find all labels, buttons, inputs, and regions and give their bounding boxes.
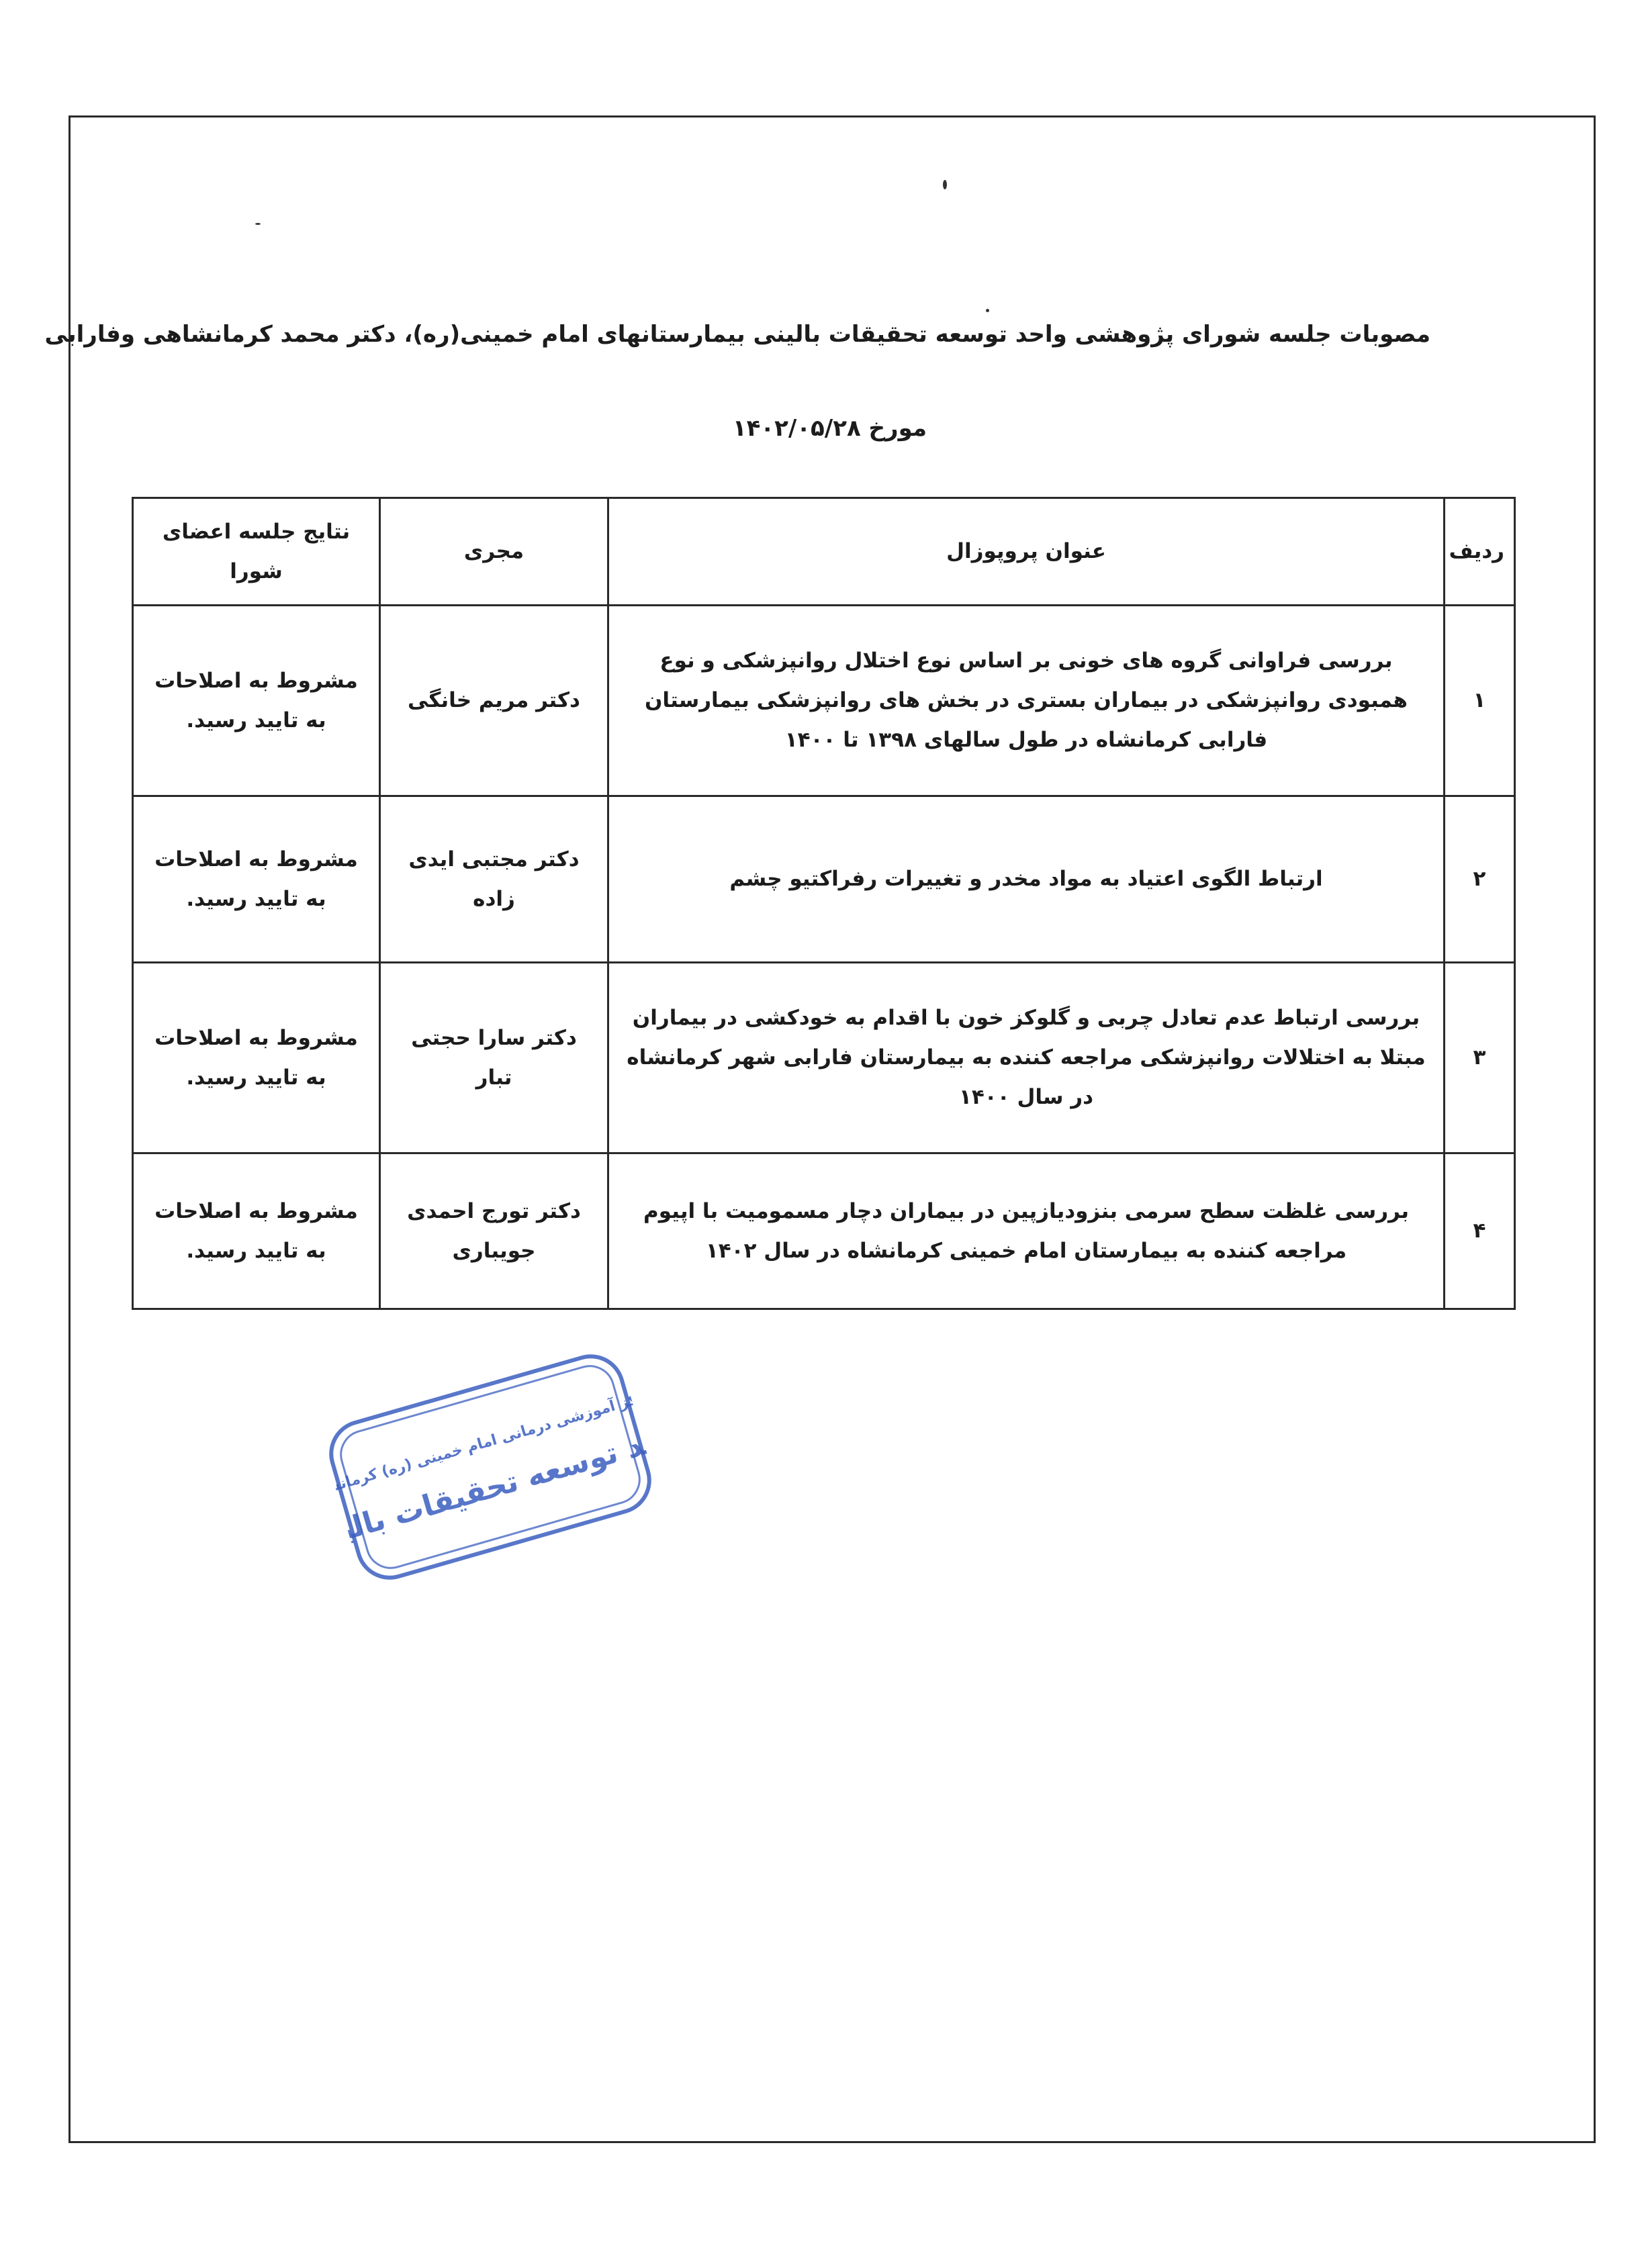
executor: دکتر سارا حجتی تبار xyxy=(380,963,608,1153)
document-title: مصوبات جلسه شورای پژوهشی واحد توسعه تحقیقات بالینی بیمارستانهای امام خمینی(ره)، دکتر محمد کرمانشاهی وفارابی xyxy=(44,321,1430,348)
table-row xyxy=(133,796,1515,963)
row-number: ۱ xyxy=(1445,606,1515,796)
executor: دکتر مریم خانگی xyxy=(380,606,608,796)
header-proposal-title: عنوان پروپوزال xyxy=(608,498,1445,606)
proposal-title: ارتباط الگوی اعتیاد به مواد مخدر و تغییرات رفراکتیو چشم xyxy=(608,796,1445,963)
result: مشروط به اصلاحات به تایید رسید. xyxy=(133,1153,380,1309)
header-results: نتایج جلسه اعضای شورا xyxy=(133,498,380,606)
proposal-title: بررسی فراوانی گروه های خونی بر اساس نوع اختلال روانپزشکی و نوع همبودی روانپزشکی در بیماران بستری در بخش های روانپزشکی بیمارستان فارابی کرمانشاه در طول سالهای ۱۳۹۸ تا ۱۴۰۰ xyxy=(608,606,1445,796)
table-row xyxy=(133,1153,1515,1309)
stamp-line-2: واحد توسعه تحقیقات بالینی xyxy=(318,1414,662,1560)
header-executor: مجری xyxy=(380,498,608,606)
executor: دکتر مجتبی ایدی زاده xyxy=(380,796,608,963)
header-row-number: ردیف xyxy=(1445,498,1515,606)
row-number: ۲ xyxy=(1445,796,1515,963)
result: مشروط به اصلاحات به تایید رسید. xyxy=(133,796,380,963)
scan-speck xyxy=(255,223,261,225)
executor: دکتر تورج احمدی جویباری xyxy=(380,1153,608,1309)
scan-speck xyxy=(943,180,947,189)
proposal-title: بررسی ارتباط عدم تعادل چربی و گلوکز خون با اقدام به خودکشی در بیماران مبتلا به اختلالات روانپزشکی مراجعه کننده به بیمارستان فارابی شهر کرمانشاه در سال ۱۴۰۰ xyxy=(608,963,1445,1153)
table-header-row xyxy=(133,498,1515,606)
table-row xyxy=(133,606,1515,796)
result: مشروط به اصلاحات به تایید رسید. xyxy=(133,963,380,1153)
row-number: ۳ xyxy=(1445,963,1515,1153)
stamp-line-1: مرکز آموزشی درمانی امام خمینی (ره) کرمانشاه xyxy=(318,1386,657,1501)
table-row xyxy=(133,963,1515,1153)
proposals-table xyxy=(132,497,1516,1310)
row-number: ۴ xyxy=(1445,1153,1515,1309)
scan-speck xyxy=(986,309,989,312)
document-date: مورخ ۱۴۰۲/۰۵/۲۸ xyxy=(732,415,927,442)
result: مشروط به اصلاحات به تایید رسید. xyxy=(133,606,380,796)
proposal-title: بررسی غلظت سطح سرمی بنزودیازپین در بیماران دچار مسمومیت با اپیوم مراجعه کننده به بیمارستان امام خمینی کرمانشاه در سال ۱۴۰۲ xyxy=(608,1153,1445,1309)
